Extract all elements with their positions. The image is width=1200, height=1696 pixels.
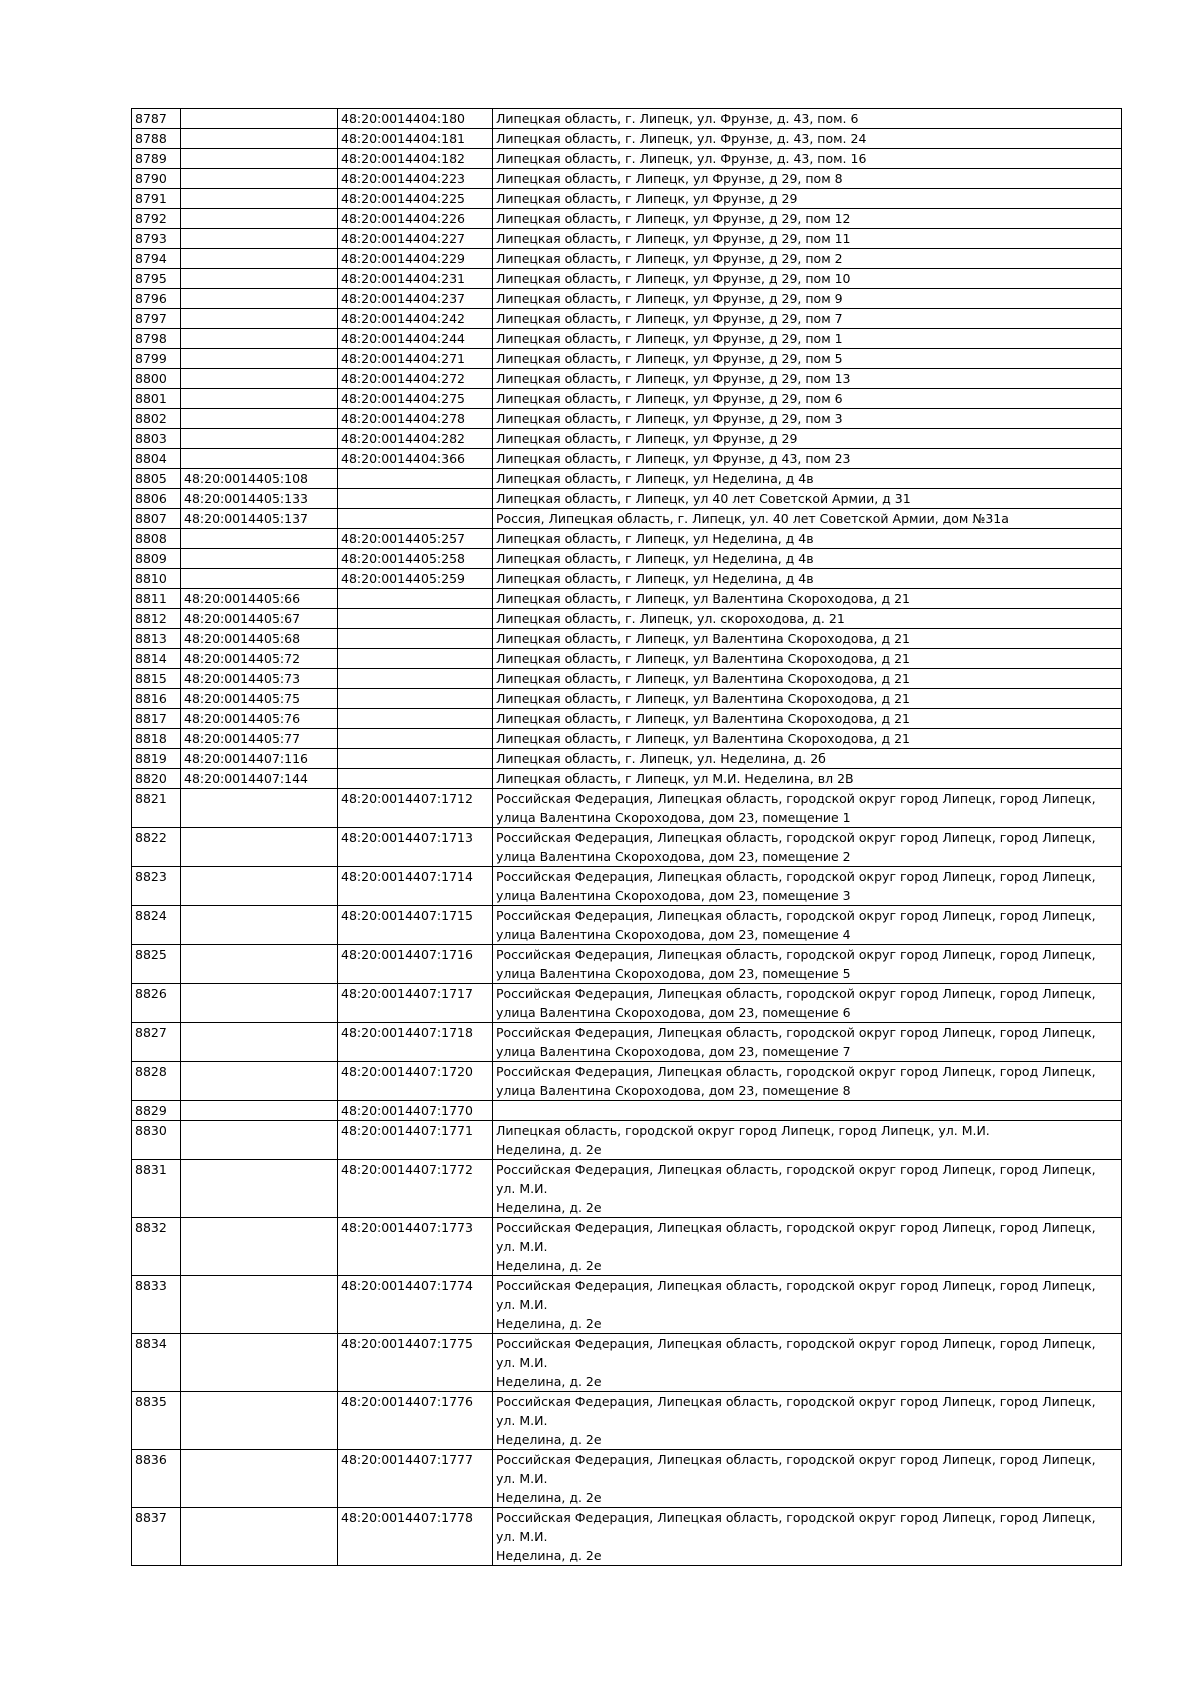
- cadastral-number-cell: [181, 169, 338, 189]
- table-row: [132, 329, 1122, 349]
- address-cell: Липецкая область, г Липецк, ул Фрунзе, д 29, пом 10: [493, 269, 1122, 289]
- row-number-cell: 8812: [132, 609, 181, 629]
- cadastral-number-cell: [181, 1334, 338, 1392]
- premises-cadastral-number-cell: [338, 489, 493, 509]
- address-cell: Российская Федерация, Липецкая область, городской округ город Липецк, город Липецк, ул. М.И. Неделина, д. 2е: [493, 1218, 1122, 1276]
- cadastral-number-cell: [181, 906, 338, 945]
- row-number-cell: 8797: [132, 309, 181, 329]
- row-number-cell: 8834: [132, 1334, 181, 1392]
- premises-cadastral-number-cell: 48:20:0014407:1775: [338, 1334, 493, 1392]
- cadastral-number-cell: 48:20:0014405:75: [181, 689, 338, 709]
- table-row: [132, 389, 1122, 409]
- address-cell: Липецкая область, г Липецк, ул Фрунзе, д 43, пом 23: [493, 449, 1122, 469]
- address-cell: Российская Федерация, Липецкая область, городской округ город Липецк, город Липецк, ул. М.И. Неделина, д. 2е: [493, 1334, 1122, 1392]
- cadastral-number-cell: [181, 329, 338, 349]
- premises-cadastral-number-cell: 48:20:0014405:257: [338, 529, 493, 549]
- address-cell: Липецкая область, г Липецк, ул Валентина Скороходова, д 21: [493, 629, 1122, 649]
- cadastral-number-cell: [181, 149, 338, 169]
- premises-cadastral-number-cell: 48:20:0014404:229: [338, 249, 493, 269]
- row-number-cell: 8833: [132, 1276, 181, 1334]
- row-number-cell: 8803: [132, 429, 181, 449]
- premises-cadastral-number-cell: [338, 709, 493, 729]
- address-cell: Липецкая область, г. Липецк, ул. Неделина, д. 2б: [493, 749, 1122, 769]
- row-number-cell: 8811: [132, 589, 181, 609]
- table-row: [132, 1508, 1122, 1566]
- address-cell: Липецкая область, г Липецк, ул Фрунзе, д 29, пом 5: [493, 349, 1122, 369]
- premises-cadastral-number-cell: 48:20:0014404:278: [338, 409, 493, 429]
- premises-cadastral-number-cell: 48:20:0014407:1774: [338, 1276, 493, 1334]
- address-cell: Липецкая область, городской округ город Липецк, город Липецк, ул. М.И. Неделина, д. 2е: [493, 1121, 1122, 1160]
- premises-cadastral-number-cell: 48:20:0014404:180: [338, 109, 493, 129]
- row-number-cell: 8798: [132, 329, 181, 349]
- row-number-cell: 8796: [132, 289, 181, 309]
- row-number-cell: 8801: [132, 389, 181, 409]
- premises-cadastral-number-cell: [338, 589, 493, 609]
- cadastral-number-cell: 48:20:0014407:116: [181, 749, 338, 769]
- cadastral-number-cell: [181, 1218, 338, 1276]
- row-number-cell: 8813: [132, 629, 181, 649]
- cadastral-number-cell: [181, 945, 338, 984]
- row-number-cell: 8789: [132, 149, 181, 169]
- row-number-cell: 8787: [132, 109, 181, 129]
- cadastral-number-cell: [181, 569, 338, 589]
- cadastral-number-cell: [181, 189, 338, 209]
- address-cell: Липецкая область, г. Липецк, ул. Фрунзе, д. 43, пом. 6: [493, 109, 1122, 129]
- table-row: [132, 289, 1122, 309]
- row-number-cell: 8835: [132, 1392, 181, 1450]
- table-row: [132, 589, 1122, 609]
- address-cell: Липецкая область, г Липецк, ул Неделина, д 4в: [493, 469, 1122, 489]
- table-row: [132, 729, 1122, 749]
- row-number-cell: 8800: [132, 369, 181, 389]
- premises-cadastral-number-cell: [338, 669, 493, 689]
- address-cell: Российская Федерация, Липецкая область, городской округ город Липецк, город Липецк, ул. М.И. Неделина, д. 2е: [493, 1508, 1122, 1566]
- cadastral-number-cell: [181, 349, 338, 369]
- premises-cadastral-number-cell: [338, 469, 493, 489]
- address-cell: Липецкая область, г Липецк, ул Фрунзе, д 29, пом 6: [493, 389, 1122, 409]
- cadastral-number-cell: [181, 269, 338, 289]
- address-cell: Липецкая область, г. Липецк, ул. Фрунзе, д. 43, пом. 24: [493, 129, 1122, 149]
- table-row: [132, 509, 1122, 529]
- row-number-cell: 8822: [132, 828, 181, 867]
- row-number-cell: 8827: [132, 1023, 181, 1062]
- row-number-cell: 8808: [132, 529, 181, 549]
- cadastral-number-cell: [181, 1508, 338, 1566]
- row-number-cell: 8824: [132, 906, 181, 945]
- premises-cadastral-number-cell: 48:20:0014407:1714: [338, 867, 493, 906]
- table-row: [132, 1276, 1122, 1334]
- table-row: [132, 1218, 1122, 1276]
- address-cell: Липецкая область, г Липецк, ул Фрунзе, д 29: [493, 429, 1122, 449]
- row-number-cell: 8794: [132, 249, 181, 269]
- premises-cadastral-number-cell: 48:20:0014407:1770: [338, 1101, 493, 1121]
- cadastral-number-cell: [181, 409, 338, 429]
- cadastral-number-cell: 48:20:0014405:137: [181, 509, 338, 529]
- table-row: [132, 229, 1122, 249]
- premises-cadastral-number-cell: 48:20:0014404:366: [338, 449, 493, 469]
- address-cell: Липецкая область, г Липецк, ул М.И. Неделина, вл 2В: [493, 769, 1122, 789]
- premises-cadastral-number-cell: 48:20:0014407:1715: [338, 906, 493, 945]
- address-cell: Липецкая область, г Липецк, ул Неделина, д 4в: [493, 529, 1122, 549]
- premises-cadastral-number-cell: 48:20:0014407:1712: [338, 789, 493, 828]
- premises-cadastral-number-cell: 48:20:0014404:242: [338, 309, 493, 329]
- address-cell: Липецкая область, г Липецк, ул Валентина Скороходова, д 21: [493, 669, 1122, 689]
- premises-cadastral-number-cell: 48:20:0014404:282: [338, 429, 493, 449]
- cadastral-number-cell: 48:20:0014405:76: [181, 709, 338, 729]
- cadastral-number-cell: [181, 209, 338, 229]
- premises-cadastral-number-cell: [338, 689, 493, 709]
- table-row: [132, 828, 1122, 867]
- premises-cadastral-number-cell: 48:20:0014404:226: [338, 209, 493, 229]
- premises-cadastral-number-cell: [338, 749, 493, 769]
- row-number-cell: 8790: [132, 169, 181, 189]
- row-number-cell: 8831: [132, 1160, 181, 1218]
- address-cell: Липецкая область, г Липецк, ул Фрунзе, д 29, пом 12: [493, 209, 1122, 229]
- premises-cadastral-number-cell: [338, 509, 493, 529]
- row-number-cell: 8807: [132, 509, 181, 529]
- cadastral-number-cell: [181, 289, 338, 309]
- cadastral-number-cell: [181, 1450, 338, 1508]
- cadastral-number-cell: 48:20:0014405:66: [181, 589, 338, 609]
- address-cell: Российская Федерация, Липецкая область, городской округ город Липецк, город Липецк, улица Валентина Скороходова, дом 23, помещение 5: [493, 945, 1122, 984]
- table-row: [132, 429, 1122, 449]
- cadastral-number-cell: 48:20:0014405:77: [181, 729, 338, 749]
- address-cell: Липецкая область, г Липецк, ул Валентина Скороходова, д 21: [493, 689, 1122, 709]
- table-row: [132, 189, 1122, 209]
- table-row: [132, 1334, 1122, 1392]
- cadastral-number-cell: [181, 369, 338, 389]
- cadastral-number-cell: [181, 1276, 338, 1334]
- row-number-cell: 8819: [132, 749, 181, 769]
- row-number-cell: 8828: [132, 1062, 181, 1101]
- row-number-cell: 8826: [132, 984, 181, 1023]
- premises-cadastral-number-cell: 48:20:0014404:227: [338, 229, 493, 249]
- cadastral-number-cell: 48:20:0014405:108: [181, 469, 338, 489]
- cadastral-number-cell: [181, 1101, 338, 1121]
- row-number-cell: 8832: [132, 1218, 181, 1276]
- table-row: [132, 984, 1122, 1023]
- address-cell: Российская Федерация, Липецкая область, городской округ город Липецк, город Липецк, ул. М.И. Неделина, д. 2е: [493, 1450, 1122, 1508]
- cadastral-number-cell: [181, 449, 338, 469]
- cadastral-number-cell: [181, 429, 338, 449]
- row-number-cell: 8820: [132, 769, 181, 789]
- row-number-cell: 8818: [132, 729, 181, 749]
- cadastral-number-cell: 48:20:0014405:133: [181, 489, 338, 509]
- premises-cadastral-number-cell: 48:20:0014404:237: [338, 289, 493, 309]
- cadastral-number-cell: [181, 828, 338, 867]
- table-row: [132, 469, 1122, 489]
- premises-cadastral-number-cell: 48:20:0014404:271: [338, 349, 493, 369]
- address-cell: Российская Федерация, Липецкая область, городской округ город Липецк, город Липецк, улица Валентина Скороходова, дом 23, помещение 6: [493, 984, 1122, 1023]
- address-cell: Российская Федерация, Липецкая область, городской округ город Липецк, город Липецк, ул. М.И. Неделина, д. 2е: [493, 1392, 1122, 1450]
- cadastral-number-cell: [181, 1121, 338, 1160]
- table-row: [132, 749, 1122, 769]
- row-number-cell: 8821: [132, 789, 181, 828]
- address-cell: Липецкая область, г Липецк, ул Фрунзе, д 29, пом 1: [493, 329, 1122, 349]
- row-number-cell: 8795: [132, 269, 181, 289]
- table-row: [132, 1062, 1122, 1101]
- row-number-cell: 8804: [132, 449, 181, 469]
- address-cell: Российская Федерация, Липецкая область, городской округ город Липецк, город Липецк, улица Валентина Скороходова, дом 23, помещение 4: [493, 906, 1122, 945]
- premises-cadastral-number-cell: 48:20:0014407:1772: [338, 1160, 493, 1218]
- cadastral-number-cell: [181, 1062, 338, 1101]
- row-number-cell: 8830: [132, 1121, 181, 1160]
- address-cell: Российская Федерация, Липецкая область, городской округ город Липецк, город Липецк, улица Валентина Скороходова, дом 23, помещение 7: [493, 1023, 1122, 1062]
- premises-cadastral-number-cell: [338, 729, 493, 749]
- table-row: [132, 209, 1122, 229]
- table-row: [132, 629, 1122, 649]
- table-row: [132, 609, 1122, 629]
- table-row: [132, 449, 1122, 469]
- cadastral-number-cell: 48:20:0014405:73: [181, 669, 338, 689]
- row-number-cell: 8815: [132, 669, 181, 689]
- premises-cadastral-number-cell: 48:20:0014407:1776: [338, 1392, 493, 1450]
- address-cell: Липецкая область, г Липецк, ул Фрунзе, д 29, пом 8: [493, 169, 1122, 189]
- cadastral-number-cell: [181, 867, 338, 906]
- premises-cadastral-number-cell: 48:20:0014404:275: [338, 389, 493, 409]
- table-row: [132, 369, 1122, 389]
- table-row: [132, 149, 1122, 169]
- premises-cadastral-number-cell: 48:20:0014407:1771: [338, 1121, 493, 1160]
- row-number-cell: 8829: [132, 1101, 181, 1121]
- cadastral-number-cell: 48:20:0014405:67: [181, 609, 338, 629]
- table-row: [132, 309, 1122, 329]
- table-row: [132, 549, 1122, 569]
- table-row: [132, 1023, 1122, 1062]
- address-cell: Липецкая область, г Липецк, ул Фрунзе, д 29, пом 7: [493, 309, 1122, 329]
- premises-cadastral-number-cell: 48:20:0014404:231: [338, 269, 493, 289]
- table-row: [132, 1121, 1122, 1160]
- address-cell: Липецкая область, г Липецк, ул Валентина Скороходова, д 21: [493, 729, 1122, 749]
- premises-cadastral-number-cell: 48:20:0014407:1773: [338, 1218, 493, 1276]
- address-cell: Липецкая область, г Липецк, ул Фрунзе, д 29, пом 11: [493, 229, 1122, 249]
- premises-cadastral-number-cell: 48:20:0014407:1720: [338, 1062, 493, 1101]
- premises-cadastral-number-cell: 48:20:0014404:182: [338, 149, 493, 169]
- address-cell: Липецкая область, г Липецк, ул Фрунзе, д 29, пом 3: [493, 409, 1122, 429]
- table-row: [132, 1392, 1122, 1450]
- table-row: [132, 409, 1122, 429]
- premises-cadastral-number-cell: 48:20:0014407:1777: [338, 1450, 493, 1508]
- row-number-cell: 8805: [132, 469, 181, 489]
- cadastral-number-cell: [181, 549, 338, 569]
- row-number-cell: 8817: [132, 709, 181, 729]
- address-cell: Липецкая область, г Липецк, ул Валентина Скороходова, д 21: [493, 709, 1122, 729]
- row-number-cell: 8802: [132, 409, 181, 429]
- table-row: [132, 789, 1122, 828]
- premises-cadastral-number-cell: [338, 769, 493, 789]
- premises-cadastral-number-cell: [338, 649, 493, 669]
- table-row: [132, 1101, 1122, 1121]
- table-row: [132, 906, 1122, 945]
- address-cell: Липецкая область, г Липецк, ул Неделина, д 4в: [493, 549, 1122, 569]
- address-cell: Липецкая область, г Липецк, ул Неделина, д 4в: [493, 569, 1122, 589]
- row-number-cell: 8806: [132, 489, 181, 509]
- row-number-cell: 8836: [132, 1450, 181, 1508]
- address-cell: Липецкая область, г Липецк, ул Фрунзе, д 29: [493, 189, 1122, 209]
- row-number-cell: 8814: [132, 649, 181, 669]
- address-cell: Липецкая область, г Липецк, ул Фрунзе, д 29, пом 9: [493, 289, 1122, 309]
- address-cell: Липецкая область, г Липецк, ул Валентина Скороходова, д 21: [493, 649, 1122, 669]
- table-row: [132, 489, 1122, 509]
- premises-cadastral-number-cell: 48:20:0014407:1713: [338, 828, 493, 867]
- row-number-cell: 8837: [132, 1508, 181, 1566]
- address-cell: Липецкая область, г. Липецк, ул. Фрунзе, д. 43, пом. 16: [493, 149, 1122, 169]
- table-row: [132, 529, 1122, 549]
- table-row: [132, 249, 1122, 269]
- table-row: [132, 169, 1122, 189]
- address-cell: Липецкая область, г Липецк, ул Фрунзе, д 29, пом 13: [493, 369, 1122, 389]
- premises-cadastral-number-cell: [338, 609, 493, 629]
- address-cell: Липецкая область, г Липецк, ул 40 лет Советской Армии, д 31: [493, 489, 1122, 509]
- cadastral-number-cell: [181, 309, 338, 329]
- premises-cadastral-number-cell: [338, 629, 493, 649]
- cadastral-number-cell: [181, 529, 338, 549]
- premises-cadastral-number-cell: 48:20:0014404:272: [338, 369, 493, 389]
- premises-cadastral-number-cell: 48:20:0014404:225: [338, 189, 493, 209]
- address-cell: Россия, Липецкая область, г. Липецк, ул. 40 лет Советской Армии, дом №31а: [493, 509, 1122, 529]
- row-number-cell: 8810: [132, 569, 181, 589]
- row-number-cell: 8792: [132, 209, 181, 229]
- row-number-cell: 8809: [132, 549, 181, 569]
- table-row: [132, 945, 1122, 984]
- address-cell: Липецкая область, г Липецк, ул Фрунзе, д 29, пом 2: [493, 249, 1122, 269]
- cadastral-number-cell: [181, 249, 338, 269]
- premises-cadastral-number-cell: 48:20:0014405:259: [338, 569, 493, 589]
- cadastral-number-cell: [181, 229, 338, 249]
- row-number-cell: 8825: [132, 945, 181, 984]
- table-row: [132, 1160, 1122, 1218]
- address-cell: Российская Федерация, Липецкая область, городской округ город Липецк, город Липецк, улица Валентина Скороходова, дом 23, помещение 8: [493, 1062, 1122, 1101]
- table-row: [132, 867, 1122, 906]
- row-number-cell: 8816: [132, 689, 181, 709]
- premises-cadastral-number-cell: 48:20:0014404:244: [338, 329, 493, 349]
- registry-table: [131, 108, 1122, 1566]
- cadastral-number-cell: [181, 984, 338, 1023]
- premises-cadastral-number-cell: 48:20:0014404:223: [338, 169, 493, 189]
- table-row: [132, 1450, 1122, 1508]
- premises-cadastral-number-cell: 48:20:0014407:1778: [338, 1508, 493, 1566]
- table-row: [132, 649, 1122, 669]
- registry-table-body: [132, 109, 1122, 1566]
- row-number-cell: 8799: [132, 349, 181, 369]
- cadastral-number-cell: [181, 1160, 338, 1218]
- address-cell: Российская Федерация, Липецкая область, городской округ город Липецк, город Липецк, улица Валентина Скороходова, дом 23, помещение 1: [493, 789, 1122, 828]
- premises-cadastral-number-cell: 48:20:0014407:1718: [338, 1023, 493, 1062]
- cadastral-number-cell: 48:20:0014405:72: [181, 649, 338, 669]
- address-cell: Российская Федерация, Липецкая область, городской округ город Липецк, город Липецк, улица Валентина Скороходова, дом 23, помещение 3: [493, 867, 1122, 906]
- premises-cadastral-number-cell: 48:20:0014407:1717: [338, 984, 493, 1023]
- row-number-cell: 8793: [132, 229, 181, 249]
- premises-cadastral-number-cell: 48:20:0014404:181: [338, 129, 493, 149]
- cadastral-number-cell: [181, 1023, 338, 1062]
- cadastral-number-cell: [181, 1392, 338, 1450]
- table-row: [132, 689, 1122, 709]
- table-row: [132, 349, 1122, 369]
- address-cell: Российская Федерация, Липецкая область, городской округ город Липецк, город Липецк, улица Валентина Скороходова, дом 23, помещение 2: [493, 828, 1122, 867]
- cadastral-number-cell: 48:20:0014407:144: [181, 769, 338, 789]
- premises-cadastral-number-cell: 48:20:0014407:1716: [338, 945, 493, 984]
- row-number-cell: 8791: [132, 189, 181, 209]
- row-number-cell: 8823: [132, 867, 181, 906]
- address-cell: Российская Федерация, Липецкая область, городской округ город Липецк, город Липецк, ул. М.И. Неделина, д. 2е: [493, 1160, 1122, 1218]
- table-row: [132, 709, 1122, 729]
- address-cell: Российская Федерация, Липецкая область, городской округ город Липецк, город Липецк, ул. М.И. Неделина, д. 2е: [493, 1276, 1122, 1334]
- table-row: [132, 669, 1122, 689]
- table-row: [132, 109, 1122, 129]
- cadastral-number-cell: [181, 109, 338, 129]
- address-cell: [493, 1101, 1122, 1121]
- premises-cadastral-number-cell: 48:20:0014405:258: [338, 549, 493, 569]
- cadastral-number-cell: 48:20:0014405:68: [181, 629, 338, 649]
- cadastral-number-cell: [181, 789, 338, 828]
- cadastral-number-cell: [181, 389, 338, 409]
- address-cell: Липецкая область, г. Липецк, ул. скороходова, д. 21: [493, 609, 1122, 629]
- table-row: [132, 129, 1122, 149]
- row-number-cell: 8788: [132, 129, 181, 149]
- address-cell: Липецкая область, г Липецк, ул Валентина Скороходова, д 21: [493, 589, 1122, 609]
- table-row: [132, 769, 1122, 789]
- table-row: [132, 269, 1122, 289]
- cadastral-number-cell: [181, 129, 338, 149]
- table-row: [132, 569, 1122, 589]
